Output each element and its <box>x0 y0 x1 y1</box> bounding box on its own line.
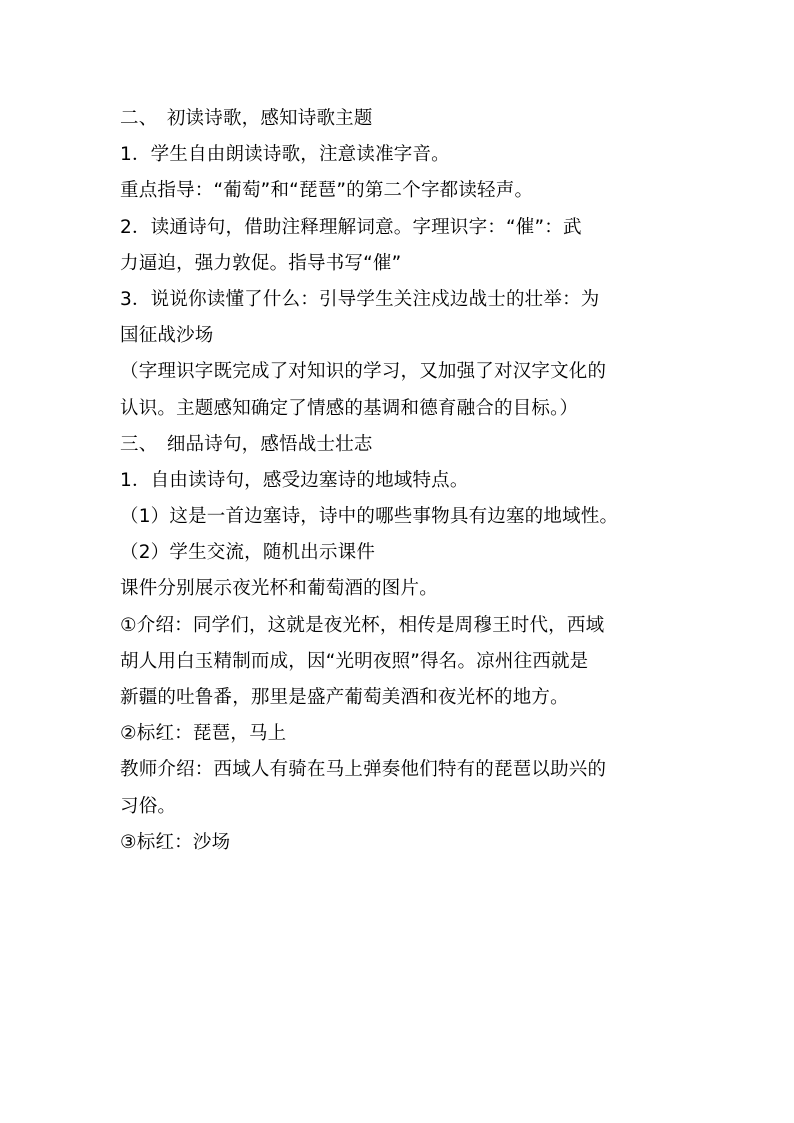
paragraph-line: （字理识字既完成了对知识的学习，又加强了对汉字文化的 <box>120 361 607 383</box>
document-body <box>120 101 680 861</box>
paragraph-line: （1）这是一首边塞诗，诗中的哪些事物具有边塞的地域性。 <box>120 506 619 528</box>
paragraph-line: 国征战沙场 <box>120 325 214 347</box>
paragraph-line: 3．说说你读懂了什么：引导学生关注戍边战士的壮举：为 <box>120 288 600 310</box>
paragraph-line: ②标红：琵琶，马上 <box>120 723 287 745</box>
paragraph-line: 2．读通诗句，借助注释理解词意。字理识字：“催”：武 <box>120 216 582 238</box>
paragraph-line: 新疆的吐鲁番，那里是盛产葡萄美酒和夜光杯的地方。 <box>120 687 569 708</box>
paragraph-line: 课件分别展示夜光杯和葡萄酒的图片。 <box>120 578 438 600</box>
paragraph-line: 1．学生自由朗读诗歌，注意读准字音。 <box>120 144 450 166</box>
paragraph-line: 教师介绍：西域人有骑在马上弹奏他们特有的琵琶以助兴的 <box>120 759 607 781</box>
paragraph-line: ③标红：沙场 <box>120 831 231 853</box>
section-heading-2: 二、 初读诗歌，感知诗歌主题 <box>120 108 373 129</box>
paragraph-line: ①介绍：同学们，这就是夜光杯，相传是周穆王时代，西域 <box>120 614 605 636</box>
section-heading-3: 三、 细品诗句，感悟战士壮志 <box>120 433 373 455</box>
paragraph-line: 力逼迫，强力敦促。指导书写“催” <box>120 252 402 274</box>
paragraph-line: 认识。主题感知确定了情感的基调和德育融合的目标。） <box>120 397 579 419</box>
paragraph-line: 习俗。 <box>120 795 177 817</box>
paragraph-line: 1．自由读诗句，感受边塞诗的地域特点。 <box>120 469 469 491</box>
paragraph-line: （2）学生交流，随机出示课件 <box>120 542 376 564</box>
paragraph-line: 胡人用白玉精制而成，因“光明夜照”得名。凉州往西就是 <box>120 650 589 672</box>
paragraph-line: 重点指导：“葡萄”和“琵琶”的第二个字都读轻声。 <box>120 180 534 202</box>
